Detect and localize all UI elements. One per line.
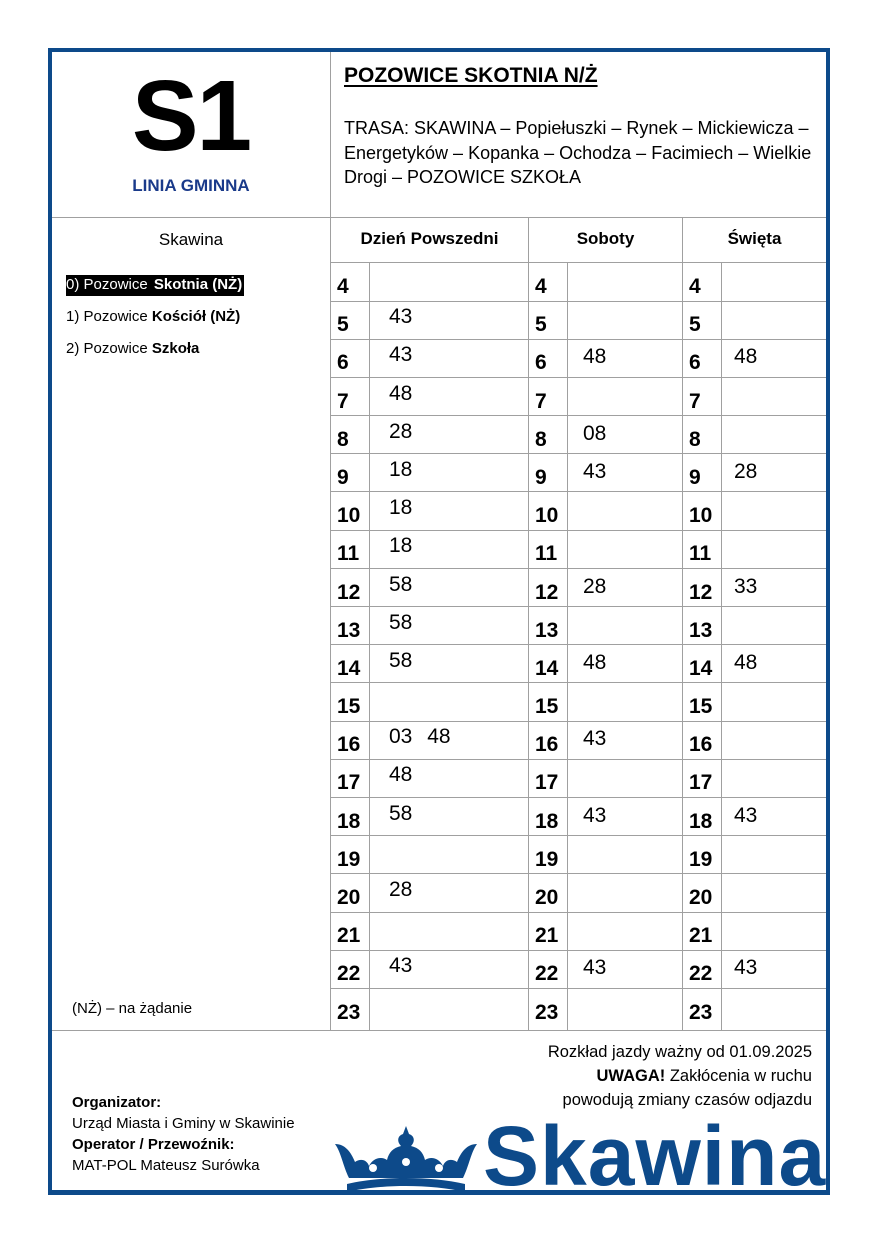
crown-icon xyxy=(331,1122,481,1194)
weekday-minutes: 43 xyxy=(389,305,413,329)
saturday-minutes: 08 xyxy=(583,421,607,445)
holiday-hour: 21 xyxy=(689,924,713,948)
stop-item[interactable]: 2) Pozowice Szkoła xyxy=(66,340,200,357)
holiday-hour: 16 xyxy=(689,733,713,757)
saturday-hour: 17 xyxy=(535,771,559,795)
hour-row xyxy=(331,645,826,683)
weekday-hour: 8 xyxy=(337,427,349,451)
hour-row xyxy=(331,530,826,568)
weekday-hour: 15 xyxy=(337,695,361,719)
saturday-hour: 10 xyxy=(535,504,559,528)
holiday-hour: 4 xyxy=(689,275,701,298)
holiday-hour: 11 xyxy=(689,542,712,566)
hour-row xyxy=(331,721,826,759)
hour-row xyxy=(331,874,826,912)
saturday-hour: 11 xyxy=(535,542,558,566)
hour-row xyxy=(331,416,826,454)
saturday-hour: 8 xyxy=(535,427,547,451)
weekday-minutes: 48 xyxy=(389,381,413,405)
weekday-minutes: 28 xyxy=(389,419,413,443)
warning-line: UWAGA! Zakłócenia w ruchu xyxy=(596,1067,812,1085)
weekday-minutes: 43 xyxy=(389,343,413,367)
on-request-note: (NŻ) – na żądanie xyxy=(72,1000,193,1017)
weekday-hour: 5 xyxy=(337,313,349,337)
organizer-info xyxy=(72,1092,295,1176)
holiday-hour: 9 xyxy=(689,465,701,489)
weekday-hour: 23 xyxy=(337,1000,361,1024)
validity-notice xyxy=(548,1040,812,1112)
weekday-hour: 16 xyxy=(337,733,361,757)
divider xyxy=(52,1030,826,1031)
stop-title: POZOWICE SKOTNIA N/Ż xyxy=(344,64,598,87)
logo-text: Skawina xyxy=(483,1122,827,1194)
hour-row xyxy=(331,912,826,950)
valid-from: Rozkład jazdy ważny od 01.09.2025 xyxy=(547,1043,812,1061)
saturday-minutes: 43 xyxy=(583,727,607,751)
hour-row xyxy=(331,989,826,1027)
weekday-hour: 6 xyxy=(337,351,349,375)
saturday-hour: 7 xyxy=(535,389,547,413)
line-number: S1 xyxy=(131,60,251,172)
weekday-minutes: 03 48 xyxy=(389,725,451,749)
weekday-hour: 11 xyxy=(337,542,360,566)
saturday-minutes: 43 xyxy=(583,803,607,827)
saturday-hour: 20 xyxy=(535,886,559,909)
holiday-minutes: 28 xyxy=(734,459,758,483)
weekday-hour: 4 xyxy=(337,275,349,298)
weekday-hour: 7 xyxy=(337,389,349,413)
departure-grid xyxy=(331,263,826,1027)
operator-name: MAT-POL Mateusz Surówka xyxy=(72,1157,260,1174)
weekday-minutes: 28 xyxy=(389,878,413,901)
weekday-hour: 13 xyxy=(337,618,361,642)
holiday-hour: 13 xyxy=(689,618,713,642)
saturday-minutes: 28 xyxy=(583,574,607,598)
hour-row xyxy=(331,301,826,339)
weekday-hour: 20 xyxy=(337,886,361,909)
holiday-hour: 17 xyxy=(689,771,713,795)
organizer-name: Urząd Miasta i Gminy w Skawinie xyxy=(72,1115,295,1132)
holiday-hour: 22 xyxy=(689,962,713,986)
weekday-minutes: 43 xyxy=(389,954,413,978)
warning-line-2: powodują zmiany czasów odjazdu xyxy=(562,1091,812,1109)
holiday-hour: 12 xyxy=(689,580,713,604)
route-description: TRASA: SKAWINA – Popiełuszki – Rynek – Mickiewicza – Energetyków – Kopanka – Ochodza – Facimiech – Wielkie Drogi – POZOWICE SZKOŁA xyxy=(344,118,812,187)
hour-row xyxy=(331,263,826,301)
weekday-hour: 10 xyxy=(337,504,361,528)
holiday-minutes: 33 xyxy=(734,574,758,598)
weekday-minutes: 58 xyxy=(389,648,413,672)
saturday-hour: 18 xyxy=(535,809,559,833)
weekday-minutes: 18 xyxy=(389,457,413,481)
hour-row xyxy=(331,759,826,797)
weekday-hour: 14 xyxy=(337,656,361,680)
line-header xyxy=(52,52,331,217)
stop-list xyxy=(66,274,244,370)
saturday-hour: 9 xyxy=(535,465,547,489)
saturday-hour: 22 xyxy=(535,962,559,986)
saturday-hour: 15 xyxy=(535,695,559,719)
holiday-hour: 20 xyxy=(689,886,713,909)
weekday-hour: 17 xyxy=(337,771,361,795)
weekday-minutes: 48 xyxy=(389,763,413,787)
holiday-hour: 7 xyxy=(689,389,701,413)
line-type: LINIA GMINNA xyxy=(132,176,250,195)
saturday-hour: 6 xyxy=(535,351,547,375)
hour-row xyxy=(331,569,826,607)
stop-header xyxy=(331,52,826,217)
weekday-hour: 19 xyxy=(337,847,361,871)
operator-label: Operator / Przewoźnik: xyxy=(72,1136,235,1153)
warning-label: UWAGA! xyxy=(596,1067,666,1085)
weekday-hour: 18 xyxy=(337,809,361,833)
hour-row xyxy=(331,950,826,988)
saturday-minutes: 48 xyxy=(583,650,607,674)
organizer-label: Organizator: xyxy=(72,1094,162,1111)
saturday-hour: 21 xyxy=(535,924,559,948)
weekday-minutes: 18 xyxy=(389,534,413,558)
saturday-hour: 16 xyxy=(535,733,559,757)
saturday-hour: 12 xyxy=(535,580,559,604)
hour-row xyxy=(331,836,826,874)
weekday-hour: 9 xyxy=(337,465,349,489)
hour-row xyxy=(331,798,826,836)
saturday-minutes: 48 xyxy=(583,345,607,369)
holiday-hour: 5 xyxy=(689,313,701,337)
weekday-hour: 22 xyxy=(337,962,361,986)
saturday-minutes: 43 xyxy=(583,459,607,483)
timetable-frame xyxy=(48,48,830,1195)
holiday-hour: 6 xyxy=(689,351,701,375)
saturday-hour: 23 xyxy=(535,1000,559,1024)
saturday-hour: 19 xyxy=(535,847,559,871)
weekday-minutes: 18 xyxy=(389,496,413,520)
holiday-minutes: 48 xyxy=(734,345,758,369)
saturday-header: Soboty xyxy=(576,229,635,248)
hour-row xyxy=(331,454,826,492)
holiday-hour: 8 xyxy=(689,427,701,451)
saturday-hour: 13 xyxy=(535,618,559,642)
stop-item-current[interactable]: 0) Pozowice Skotnia (NŻ) xyxy=(66,274,244,306)
direction-header: Skawina xyxy=(158,230,224,249)
holiday-minutes: 48 xyxy=(734,650,758,674)
holiday-header: Święta xyxy=(727,229,782,248)
weekday-minutes: 58 xyxy=(389,801,413,825)
hour-row xyxy=(331,607,826,645)
weekday-header: Dzień Powszedni xyxy=(360,229,499,248)
holiday-hour: 14 xyxy=(689,656,713,680)
stop-item[interactable]: 1) Pozowice Kościół (NŻ) xyxy=(66,308,241,325)
weekday-minutes: 58 xyxy=(389,610,413,634)
weekday-minutes: 58 xyxy=(389,572,413,596)
skawina-logo xyxy=(331,1122,831,1194)
holiday-hour: 18 xyxy=(689,809,713,833)
saturday-hour: 14 xyxy=(535,656,559,680)
weekday-hour: 21 xyxy=(337,924,361,948)
hour-row xyxy=(331,683,826,721)
saturday-hour: 5 xyxy=(535,313,547,337)
hour-row xyxy=(331,339,826,377)
holiday-minutes: 43 xyxy=(734,803,758,827)
hour-row xyxy=(331,378,826,416)
holiday-minutes: 43 xyxy=(734,956,758,980)
holiday-hour: 23 xyxy=(689,1000,713,1024)
weekday-hour: 12 xyxy=(337,580,361,604)
hour-row xyxy=(331,492,826,530)
holiday-hour: 19 xyxy=(689,847,713,871)
saturday-hour: 4 xyxy=(535,275,547,298)
holiday-hour: 10 xyxy=(689,504,713,528)
holiday-hour: 15 xyxy=(689,695,713,719)
saturday-minutes: 43 xyxy=(583,956,607,980)
